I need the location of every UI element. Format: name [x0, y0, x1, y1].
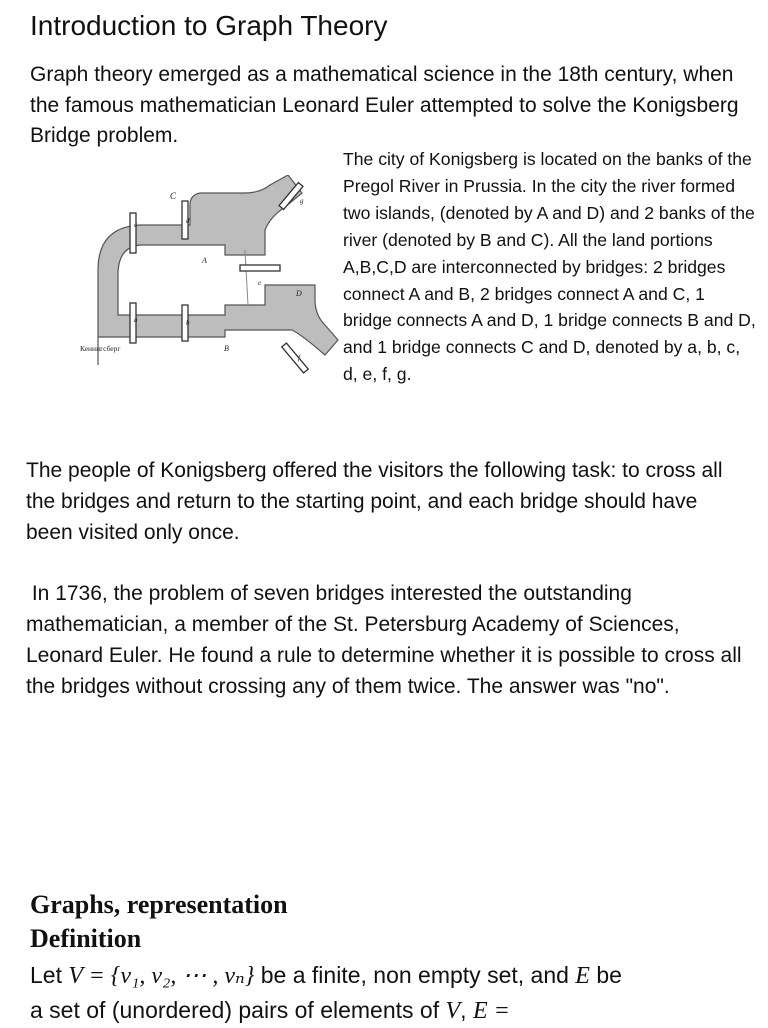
map-label-bridge-c: c: [134, 221, 138, 229]
definition-v-variable: V: [445, 998, 461, 1024]
map-label-d: D: [296, 289, 302, 298]
map-label-bridge-f: f: [298, 354, 300, 362]
definition-set-expression: V = {v₁, v₂, ⋯ , vₙ}: [68, 963, 255, 989]
section-heading-graphs: Graphs, representation: [30, 890, 288, 919]
definition-after-e: be: [589, 962, 622, 988]
map-label-bridge-b: b: [186, 319, 190, 327]
map-label-b: B: [224, 344, 229, 353]
bridge-e-shape: [240, 265, 280, 271]
konigsberg-map: [70, 175, 340, 380]
intro-paragraph: Graph theory emerged as a mathematical science in the 18th century, when the famous mathematician Leonard Euler attempted to solve the Konigsberg Bridge problem.: [30, 63, 739, 147]
map-label-a: A: [202, 256, 207, 265]
bridge-c-shape: [130, 213, 136, 253]
definition-let: Let: [30, 962, 69, 988]
bridge-f-shape: [282, 343, 308, 373]
definition-comma: ,: [460, 997, 473, 1023]
map-city-label: Кенингсберг: [80, 344, 121, 353]
definition-text: [30, 958, 760, 1028]
river-detail: [245, 250, 248, 305]
map-label-bridge-e: e: [258, 279, 262, 287]
konigsberg-description: The city of Konigsberg is located on the banks of the Pregol River in Prussia. In the city the river formed two islands, (denoted by A and D) and 2 banks of the river (denoted by B and C). All the land portions A,B,C,D are interconnected by bridges: 2 bridges connect A and B, 2 bridges connect A and C, 1 bridge connects A and D, 1 bridge connects B and D, and 1 bridge connects C and D, denoted by a, b, c, d, e, f, g.: [343, 149, 756, 385]
definition-e-variable: E: [575, 963, 590, 989]
section-heading-definition: Definition: [30, 924, 142, 953]
map-label-bridge-g: g: [300, 197, 304, 205]
map-label-bridge-a: a: [134, 316, 138, 324]
map-label-c: C: [170, 191, 177, 201]
euler-paragraph: In 1736, the problem of seven bridges interested the outstanding mathematician, a member of the St. Petersburg Academy of Sciences, Leonard Euler. He found a rule to determine whether it is possible to cross all the bridges without crossing any of them twice. The answer was "no".: [26, 582, 748, 698]
map-label-bridge-d: d: [186, 217, 190, 225]
definition-tail: E =: [472, 998, 510, 1024]
page-title: Introduction to Graph Theory: [30, 10, 388, 41]
definition-middle: be a finite, non empty set, and: [254, 962, 576, 988]
definition-line2: a set of (unordered) pairs of elements of: [30, 997, 446, 1023]
task-paragraph: The people of Konigsberg offered the visitors the following task: to cross all the bridges and return to the starting point, and each bridge should have been visited only once.: [26, 459, 723, 544]
